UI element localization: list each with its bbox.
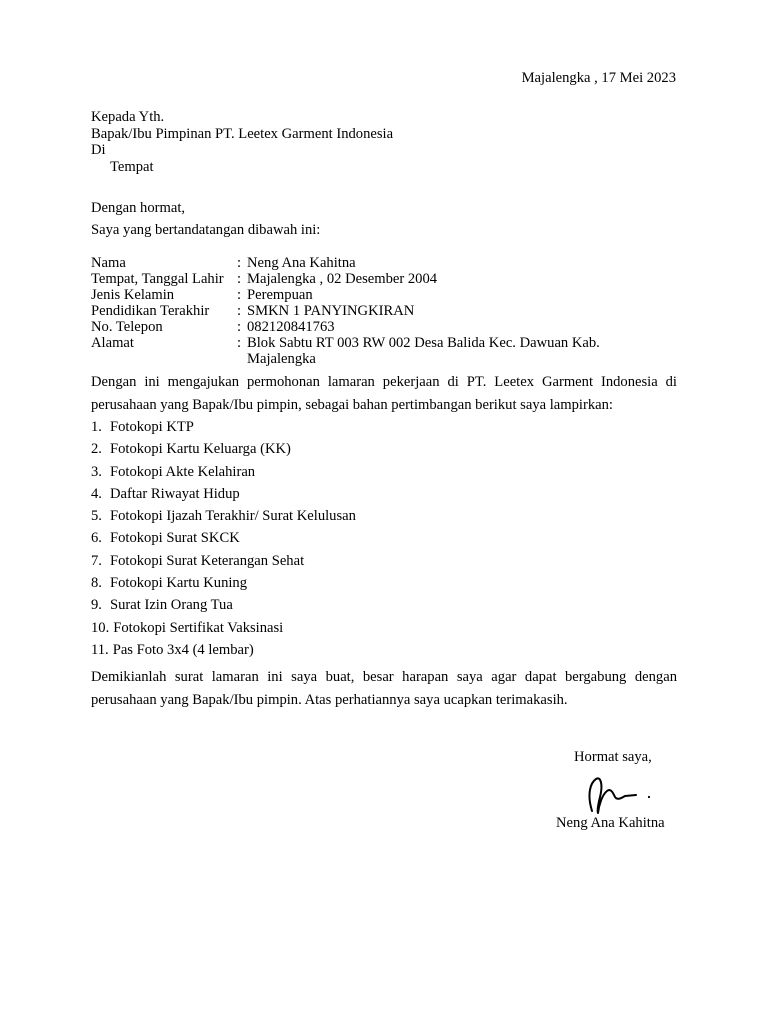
intro-text: Saya yang bertandatangan dibawah ini: bbox=[91, 222, 321, 238]
recipient-line-1: Kepada Yth. bbox=[91, 109, 165, 125]
list-item bbox=[91, 527, 356, 549]
list-text: Fotokopi Surat Keterangan Sehat bbox=[110, 552, 305, 569]
field-colon: : bbox=[237, 271, 242, 287]
list-item bbox=[91, 483, 356, 505]
list-text: Daftar Riwayat Hidup bbox=[110, 485, 240, 502]
list-number: 6. bbox=[91, 530, 102, 547]
salutation: Dengan hormat, bbox=[91, 200, 186, 216]
field-label: Tempat, Tanggal Lahir bbox=[91, 271, 224, 287]
field-value: SMKN 1 PANYINGKIRAN bbox=[247, 303, 415, 319]
field-label: Alamat bbox=[91, 335, 134, 351]
field-value: Blok Sabtu RT 003 RW 002 Desa Balida Kec. Dawuan Kab. Majalengka bbox=[247, 335, 600, 367]
list-text: Fotokopi Sertifikat Vaksinasi bbox=[113, 619, 284, 636]
field-colon: : bbox=[237, 303, 242, 319]
list-item bbox=[91, 572, 356, 594]
body-paragraph: Dengan ini mengajukan permohonan lamaran pekerjaan di PT. Leetex Garment Indonesia di perusahaan yang Bapak/Ibu pimpin, sebagai bahan pertimbangan berikut saya lampirkan: bbox=[91, 374, 677, 413]
attachment-list bbox=[91, 416, 356, 661]
field-row bbox=[91, 303, 667, 319]
list-item bbox=[91, 461, 356, 483]
recipient-block bbox=[91, 109, 393, 175]
list-item bbox=[91, 639, 356, 661]
list-number: 4. bbox=[91, 485, 102, 502]
field-row bbox=[91, 287, 667, 303]
field-row bbox=[91, 255, 667, 271]
list-number: 5. bbox=[91, 508, 102, 525]
handwritten-signature bbox=[578, 771, 668, 819]
list-number: 11. bbox=[91, 641, 109, 658]
list-text: Fotokopi Surat SKCK bbox=[110, 530, 240, 547]
list-text: Fotokopi Kartu Kuning bbox=[110, 575, 248, 592]
list-number: 1. bbox=[91, 419, 102, 435]
list-item bbox=[91, 505, 356, 527]
field-row bbox=[91, 271, 667, 287]
list-number: 3. bbox=[91, 463, 102, 480]
list-item bbox=[91, 416, 356, 438]
list-number: 2. bbox=[91, 441, 102, 458]
list-number: 9. bbox=[91, 597, 102, 614]
field-colon: : bbox=[237, 319, 242, 335]
closing-text: Hormat saya, bbox=[574, 749, 652, 765]
list-number: 7. bbox=[91, 552, 102, 569]
place-date: Majalengka , 17 Mei 2023 bbox=[521, 70, 676, 86]
field-row bbox=[91, 335, 667, 367]
signer-name: Neng Ana Kahitna bbox=[556, 815, 665, 831]
list-text: Fotokopi Kartu Keluarga (KK) bbox=[110, 441, 291, 458]
list-number: 10. bbox=[91, 619, 110, 636]
field-colon: : bbox=[237, 287, 242, 303]
field-colon: : bbox=[237, 335, 242, 351]
recipient-line-4: Tempat bbox=[110, 158, 154, 175]
list-text: Surat Izin Orang Tua bbox=[110, 597, 233, 614]
recipient-line-3: Di bbox=[91, 142, 106, 158]
field-value: Perempuan bbox=[247, 287, 313, 303]
field-value: Majalengka , 02 Desember 2004 bbox=[247, 271, 438, 287]
list-item bbox=[91, 594, 356, 616]
list-item bbox=[91, 438, 356, 460]
list-text: Pas Foto 3x4 (4 lembar) bbox=[112, 641, 254, 658]
field-colon: : bbox=[237, 255, 242, 271]
field-label: No. Telepon bbox=[91, 319, 163, 335]
list-item bbox=[91, 617, 356, 639]
field-value: Neng Ana Kahitna bbox=[247, 255, 356, 271]
closing-paragraph: Demikianlah surat lamaran ini saya buat, besar harapan saya agar dapat bergabung dengan perusahaan yang Bapak/Ibu pimpin. Atas perhatiannya saya ucapkan terimakasih. bbox=[91, 669, 677, 708]
field-label: Pendidikan Terakhir bbox=[91, 303, 210, 319]
list-text: Fotokopi KTP bbox=[110, 419, 194, 435]
field-label: Nama bbox=[91, 255, 126, 271]
field-value: 082120841763 bbox=[247, 319, 335, 335]
list-text: Fotokopi Ijazah Terakhir/ Surat Kelulusan bbox=[110, 508, 356, 525]
field-label: Jenis Kelamin bbox=[91, 287, 175, 303]
recipient-line-2: Bapak/Ibu Pimpinan PT. Leetex Garment Indonesia bbox=[91, 125, 394, 142]
list-number: 8. bbox=[91, 575, 102, 592]
applicant-fields bbox=[91, 255, 667, 367]
field-row bbox=[91, 319, 667, 335]
list-text: Fotokopi Akte Kelahiran bbox=[110, 463, 256, 480]
list-item bbox=[91, 550, 356, 572]
